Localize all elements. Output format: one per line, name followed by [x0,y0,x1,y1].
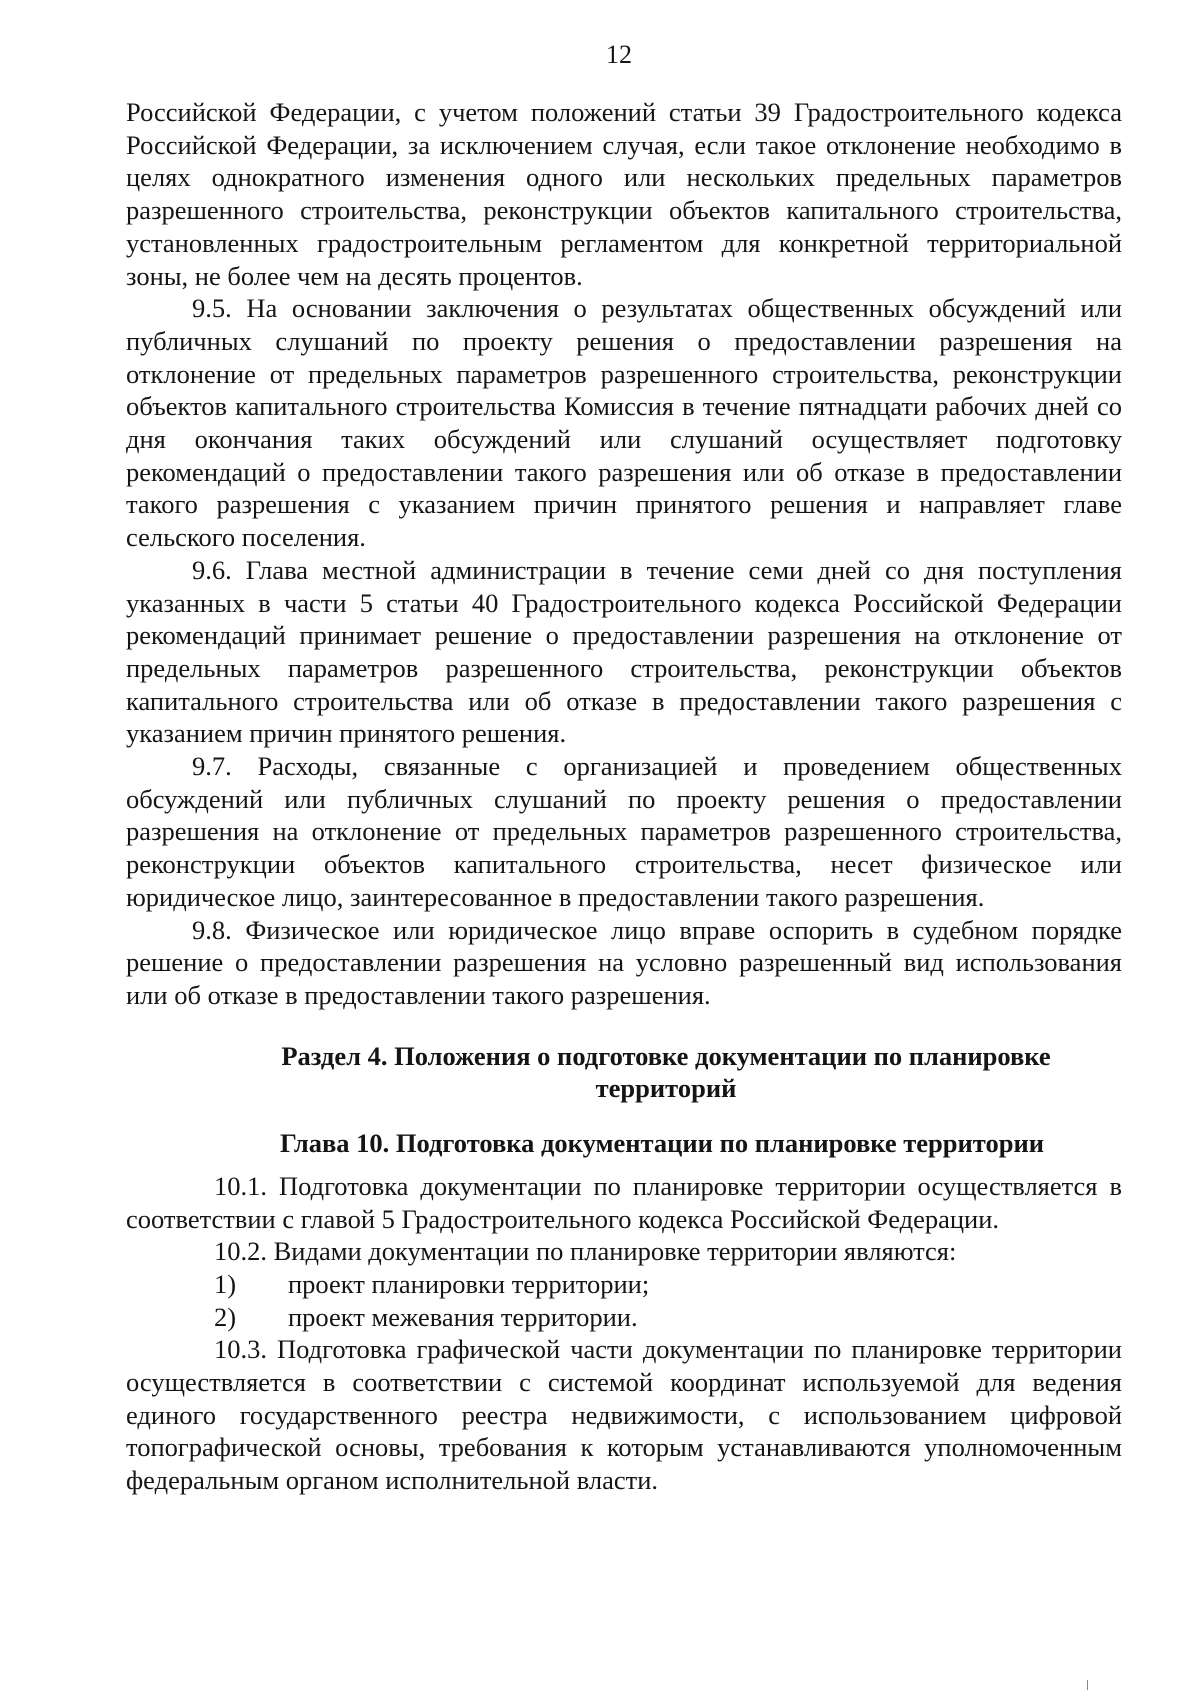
paragraph-9-7: 9.7. Расходы, связанные с организацией и проведением общественных обсуждений или публичных слушаний по проекту решения о предоставлении разрешения на отклонение от предельных параметров разрешенного строительства, реконструкции объектов капитального строительства, несет физическое или юридическое лицо, заинтересованное в предоставлении такого разрешения. [126,751,1122,912]
page-number: 12 [606,40,632,69]
section-heading: Раздел 4. Положения о подготовке документации по планировке территорий [281,1040,1051,1104]
list-item-number: 2) [214,1301,237,1332]
list-item-text: проект межевания территории. [288,1301,638,1332]
list-item-number: 1) [214,1268,237,1299]
list-item [126,1268,1122,1301]
list-item [126,1301,1122,1334]
paragraph-continuation: Российской Федерации, с учетом положений статьи 39 Градостроительного кодекса Российской Федерации, за исключением случая, если такое отклонение необходимо в целях однократного изменения одного или нескольких предельных параметров разрешенного строительства, реконструкции объектов капитального строительства, установленных градостроительным регламентом для конкретной территориальной зоны, не более чем на десять процентов. [126,97,1122,291]
paragraph-10-2: 10.2. Видами документации по планировке территории являются: [214,1236,957,1267]
document-body [126,96,1122,1497]
paragraph-9-5: 9.5. На основании заключения о результатах общественных обсуждений или публичных слушаний по проекту решения о предоставлении разрешения на отклонение от предельных параметров разрешенного строительства, реконструкции объектов капитального строительства Комиссия в течение пятнадцати рабочих дней со дня окончания таких обсуждений или слушаний осуществляет подготовку рекомендаций о предоставлении такого разрешения или об отказе в предоставлении такого разрешения с указанием причин принятого решения и направляет главе сельского поселения. [126,293,1122,553]
list-item-text: проект планировки территории; [288,1268,650,1299]
chapter-heading: Глава 10. Подготовка документации по планировке территории [280,1128,1044,1159]
paragraph-10-1: 10.1. Подготовка документации по планировке территории осуществляется в соответствии с главой 5 Градостроительного кодекса Российской Федерации. [126,1170,1122,1234]
paragraph-10-3: 10.3. Подготовка графической части документации по планировке территории осуществляется в соответствии с системой координат используемой для ведения единого государственного реестра недвижимости, с использованием цифровой топографической основы, требования к которым устанавливаются уполномоченным федеральным органом исполнительной власти. [126,1334,1122,1496]
paragraph-9-6: 9.6. Глава местной администрации в течение семи дней со дня поступления указанных в части 5 статьи 40 Градостроительного кодекса Российской Федерации рекомендаций принимает решение о предоставлении разрешения на отклонение от предельных параметров разрешенного строительства, реконструкции объектов капитального строительства или об отказе в предоставлении такого разрешения с указанием причин принятого решения. [126,554,1122,749]
scan-mark [1087,1680,1088,1690]
paragraph-9-8: 9.8. Физическое или юридическое лицо вправе оспорить в судебном порядке решение о предоставлении разрешения на условно разрешенный вид использования или об отказе в предоставлении такого разрешения. [126,914,1122,1010]
